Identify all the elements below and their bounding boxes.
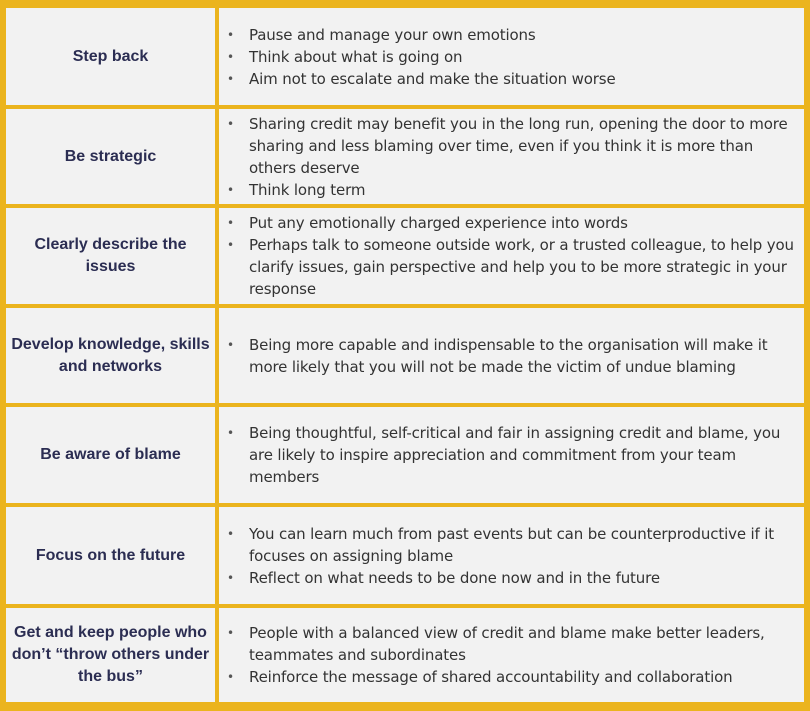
row-label: Clearly describe the issues bbox=[34, 236, 187, 275]
bullet-list bbox=[219, 212, 804, 300]
bullet-list bbox=[219, 113, 804, 201]
bullet-item: • People with a balanced view of credit and blame make better leaders, teammates and subordinates bbox=[219, 622, 796, 666]
row-label-cell bbox=[6, 507, 219, 604]
bullet-list bbox=[219, 422, 804, 488]
row-label-cell bbox=[6, 109, 219, 204]
bullet-item: • Sharing credit may benefit you in the long run, opening the door to more sharing and less blaming over time, even if you think it is more than others deserve bbox=[219, 113, 796, 179]
bullet-item: • Aim not to escalate and make the situation worse bbox=[219, 68, 796, 90]
bullet-item: • Reinforce the message of shared accountability and collaboration bbox=[219, 666, 796, 688]
bullet-item: • Think about what is going on bbox=[219, 46, 796, 68]
bullet-item: • Think long term bbox=[219, 179, 796, 201]
row-label: Be aware of blame bbox=[40, 446, 181, 463]
table-row bbox=[6, 208, 804, 304]
bullet-list bbox=[219, 334, 804, 378]
row-content-cell bbox=[219, 507, 804, 604]
table-body bbox=[6, 8, 804, 702]
bullet-item: • Being thoughtful, self-critical and fair in assigning credit and blame, you are likely to inspire appreciation and commitment from your team members bbox=[219, 422, 796, 488]
table-row bbox=[6, 109, 804, 204]
guidance-table bbox=[6, 8, 804, 702]
row-label: Focus on the future bbox=[35, 546, 186, 564]
bullet-list bbox=[219, 622, 804, 688]
row-label-cell bbox=[6, 8, 219, 105]
row-content-cell bbox=[219, 8, 804, 105]
bullet-item: • You can learn much from past events but can be counterproductive if it focuses on assigning blame bbox=[219, 523, 796, 567]
row-label: Be strategic bbox=[64, 147, 157, 165]
row-content-cell bbox=[219, 308, 804, 403]
bullet-item: • Being more capable and indispensable to the organisation will make it more likely that you will not be made the victim of undue blaming bbox=[219, 334, 796, 378]
row-label-cell bbox=[6, 407, 219, 503]
row-label-cell bbox=[6, 308, 219, 403]
row-label: Get and keep people who don’t “throw others under the bus” bbox=[11, 624, 210, 685]
bullet-list bbox=[219, 24, 804, 90]
bullet-list bbox=[219, 523, 804, 589]
row-label: Step back bbox=[72, 47, 149, 65]
table-row bbox=[6, 507, 804, 604]
row-content-cell bbox=[219, 208, 804, 304]
bullet-item: • Pause and manage your own emotions bbox=[219, 24, 796, 46]
table-row bbox=[6, 8, 804, 105]
row-content-cell bbox=[219, 407, 804, 503]
row-content-cell bbox=[219, 109, 804, 204]
row-label-cell bbox=[6, 608, 219, 702]
row-label-cell bbox=[6, 208, 219, 304]
row-content-cell bbox=[219, 608, 804, 702]
table-row bbox=[6, 608, 804, 702]
row-label: Develop knowledge, skills and networks bbox=[11, 335, 210, 375]
table-row bbox=[6, 407, 804, 503]
table-row bbox=[6, 308, 804, 403]
bullet-item: • Reflect on what needs to be done now and in the future bbox=[219, 567, 796, 589]
bullet-item: • Perhaps talk to someone outside work, or a trusted colleague, to help you clarify issues, gain perspective and help you to be more strategic in your response bbox=[219, 234, 796, 300]
bullet-item: • Put any emotionally charged experience into words bbox=[219, 212, 796, 234]
